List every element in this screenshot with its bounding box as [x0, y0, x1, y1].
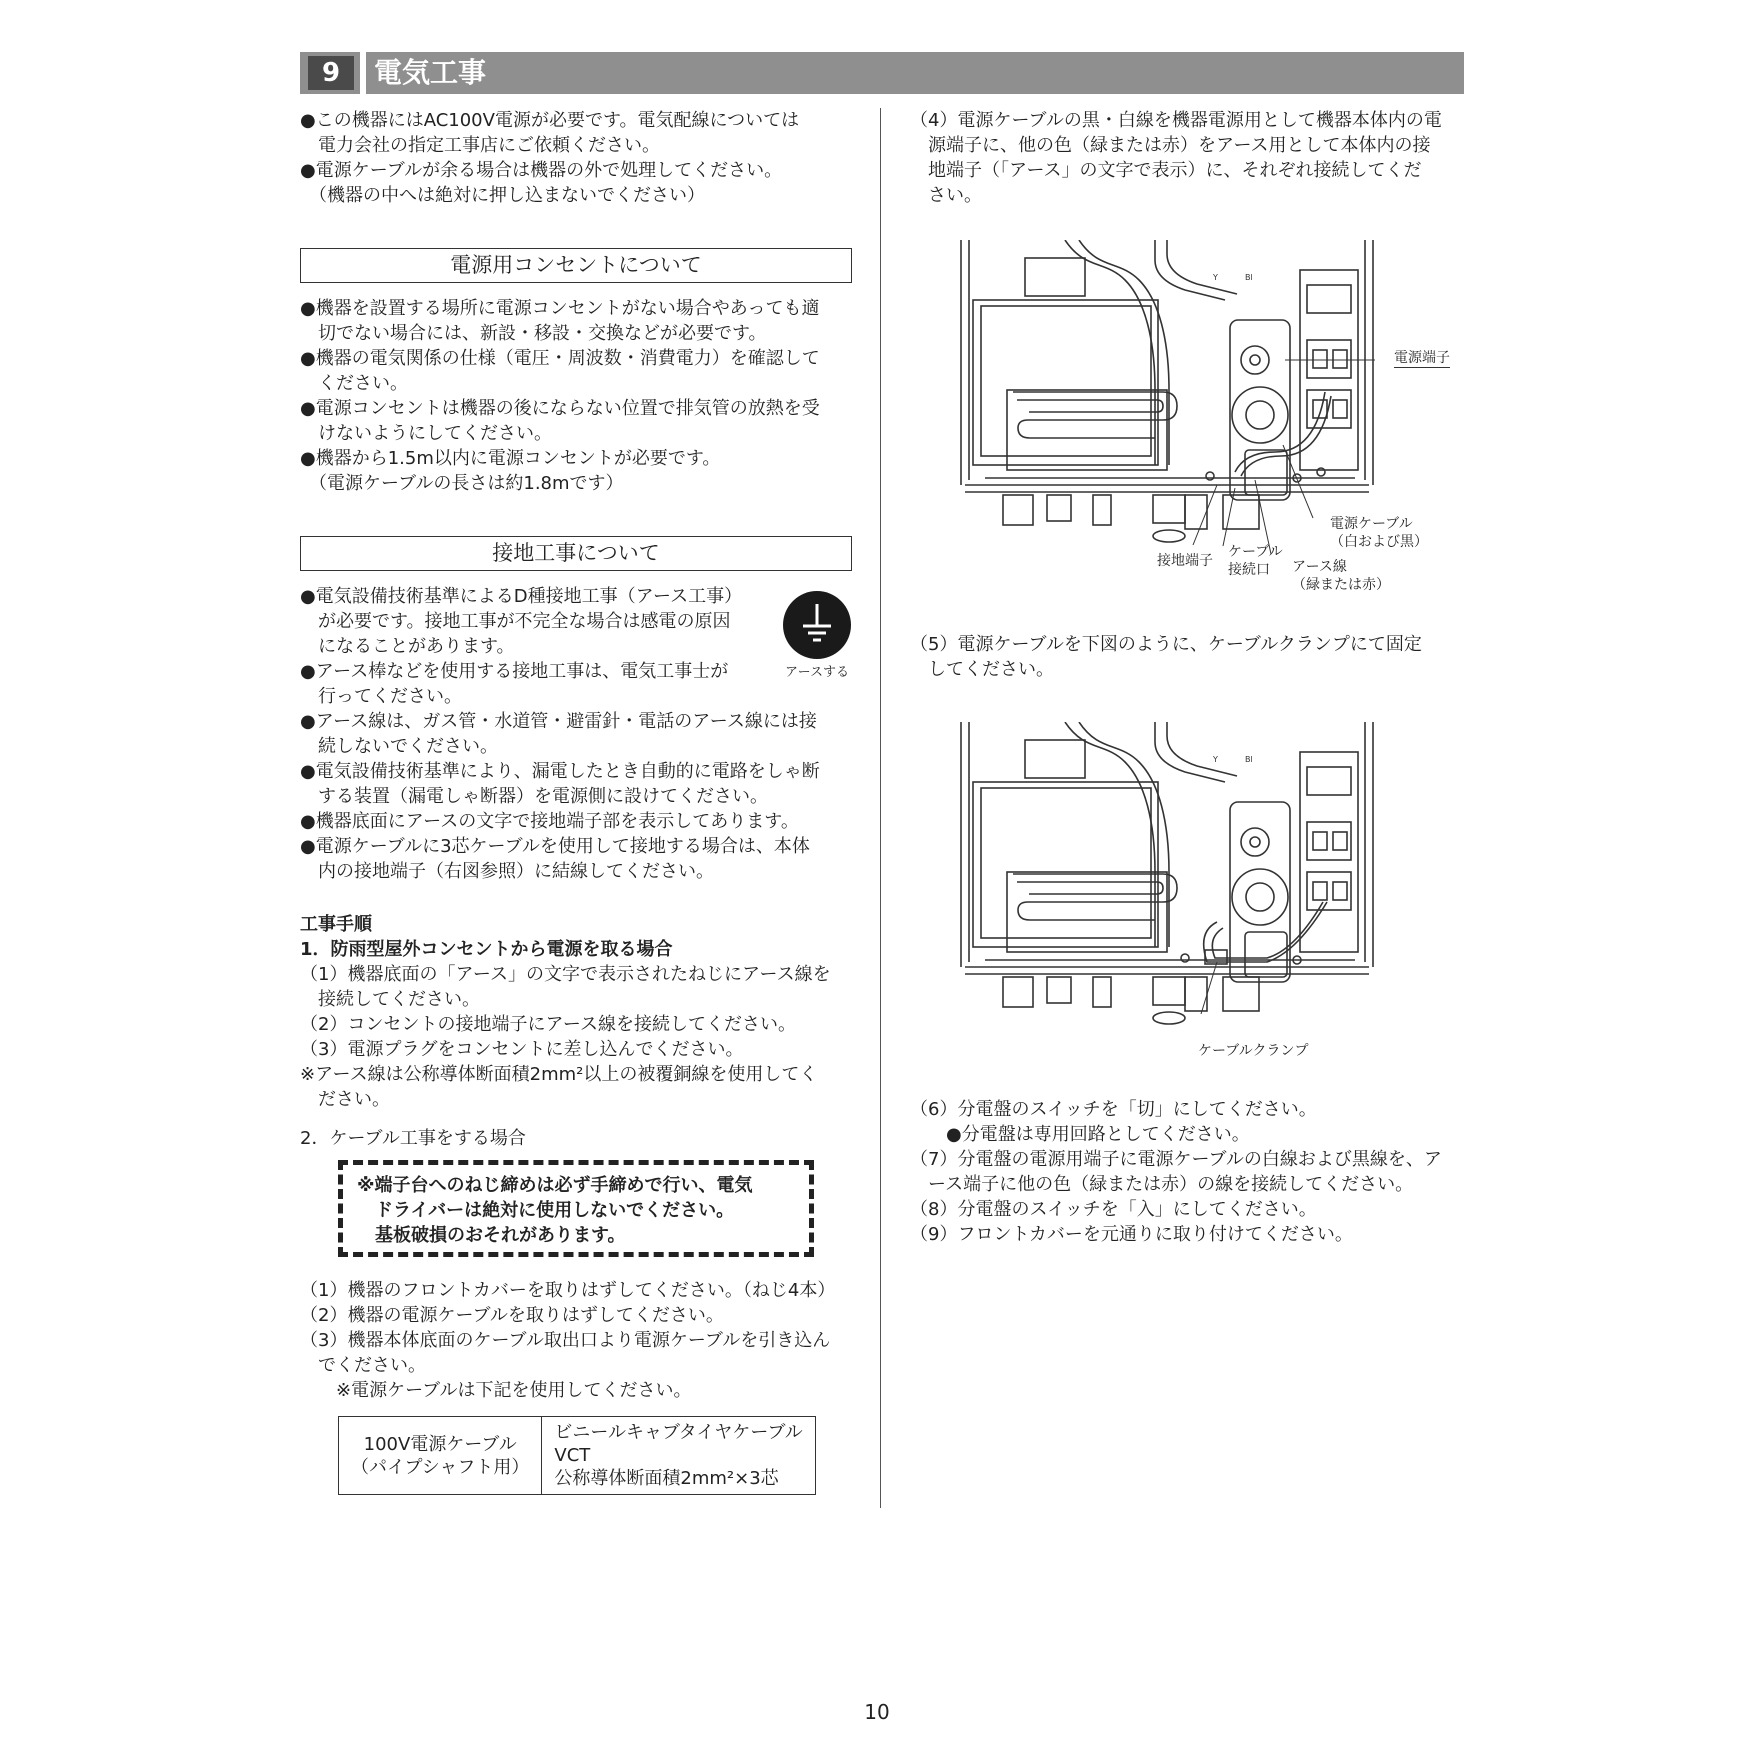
table-row [339, 1417, 816, 1495]
earth-symbol [782, 590, 852, 682]
section-header [300, 52, 1464, 94]
mark-bl: Bl [1245, 273, 1253, 282]
label-power-cable: 電源ケーブル （白および黒） [1330, 516, 1428, 550]
heater-internal-illustration [955, 240, 1375, 590]
table-cell-cable-spec: ビニールキャブタイヤケーブル VCT 公称導体断面積2mm²×3芯 [542, 1417, 815, 1495]
cable-clamp-illustration [955, 722, 1375, 1032]
label-cable-port: ケーブル 接続口 [1228, 544, 1283, 578]
procedure2-title: 2．ケーブル工事をする場合 [300, 1128, 526, 1149]
steps-6-to-9-text: （6）分電盤のスイッチを「切」にしてください。 ●分電盤は専用回路としてください。 （7）分電盤の電源用端子に電源ケーブルの白線および黒線を、ア ース端子に他の色（緑または赤）の線を接続してください。 （8）分電盤のスイッチを「入」にしてください。 （9）フロントカバーを元通りに取り付けてください。 [910, 1099, 1442, 1245]
ground-section-title: 接地工事について [300, 536, 852, 571]
procedure2-text: （1）機器のフロントカバーを取りはずしてください。（ねじ4本） （2）機器の電源ケーブルを取りはずしてください。 （3）機器本体底面のケーブル取出口より電源ケーブルを引き込ん でください。 ※電源ケーブルは下記を使用してください。 [300, 1280, 836, 1401]
table-cell-cable-type: 100V電源ケーブル （パイプシャフト用） [339, 1417, 542, 1495]
wiring-diagram-1 [955, 240, 1375, 590]
mark-y: Y [1213, 273, 1218, 282]
procedure1-text: （1）機器底面の「アース」の文字で表示されたねじにアース線を 接続してください。 （2）コンセントの接地端子にアース線を接続してください。 （3）電源プラグをコンセントに差し込んでください。 ※アース線は公称導体断面積2mm²以上の被覆銅線を使用してく ださい。 [300, 964, 831, 1110]
label-ground-terminal: 接地端子 [1157, 553, 1213, 569]
section-number: 9 [308, 56, 354, 90]
intro-text: ●この機器にはAC100V電源が必要です。電気配線については 電力会社の指定工事店にご依頼ください。 ●電源ケーブルが余る場合は機器の外で処理してください。 （機器の中へは絶対に押し込まないでください） [300, 110, 800, 206]
step4-text: （4）電源ケーブルの黒・白線を機器電源用として機器本体内の電 源端子に、他の色（緑または赤）をアース用として本体内の接 地端子（「アース」の文字で表示）に、それぞれ接続してくだ さい。 [910, 110, 1442, 206]
label-earth-wire: アース線 （緑または赤） [1292, 559, 1390, 593]
procedure1-title: 1．防雨型屋外コンセントから電源を取る場合 [300, 939, 673, 960]
procedure-title: 工事手順 [300, 914, 372, 935]
mark-y-2: Y [1213, 755, 1218, 764]
header-divider [360, 52, 366, 94]
page-number: 10 [864, 1700, 890, 1724]
outlet-section-title: 電源用コンセントについて [300, 248, 852, 283]
warning-box: ※端子台へのねじ締めは必ず手締めで行い、電気 ドライバーは絶対に使用しないでください。 基板破損のおそれがあります。 [338, 1160, 814, 1257]
earth-label: アースする [785, 665, 849, 680]
mark-bl-2: Bl [1245, 755, 1253, 764]
outlet-section-text: ●機器を設置する場所に電源コンセントがない場合やあっても適 切でない場合には、新設・移設・交換などが必要です。 ●機器の電気関係の仕様（電圧・周波数・消費電力）を確認して ください。 ●電源コンセントは機器の後にならない位置で排気管の放熱を受 けないようにしてください。 ●機器から1.5m以内に電源コンセントが必要です。 （電源ケーブルの長さは約1.8mです） [300, 298, 820, 494]
ground-section-text-a: ●電気設備技術基準によるD種接地工事（アース工事） が必要です。接地工事が不完全な場合は感電の原因 になることがあります。 ●アース棒などを使用する接地工事は、電気工事士が 行ってください。 [300, 586, 743, 707]
ground-section-text-b: ●アース線は、ガス管・水道管・避雷針・電話のアース線には接 続しないでください。 ●電気設備技術基準により、漏電したとき自動的に電路をしゃ断 する装置（漏電しゃ断器）を電源側に設けてください。 ●機器底面にアースの文字で接地端子部を表示してあります。 ●電源ケーブルに3芯ケーブルを使用して接地する場合は、本体 内の接地端子（右図参照）に結線してください。 [300, 711, 820, 882]
label-cable-clamp: ケーブルクランプ [1198, 1043, 1309, 1059]
label-power-terminal: 電源端子 [1394, 350, 1450, 366]
section-title: 電気工事 [374, 56, 487, 89]
cable-spec-table [338, 1416, 816, 1495]
earth-icon [782, 590, 852, 660]
wiring-diagram-2 [955, 722, 1375, 1052]
step5-text: （5）電源ケーブルを下図のように、ケーブルクランプにて固定 してください。 [910, 634, 1422, 680]
column-divider [880, 108, 881, 1508]
